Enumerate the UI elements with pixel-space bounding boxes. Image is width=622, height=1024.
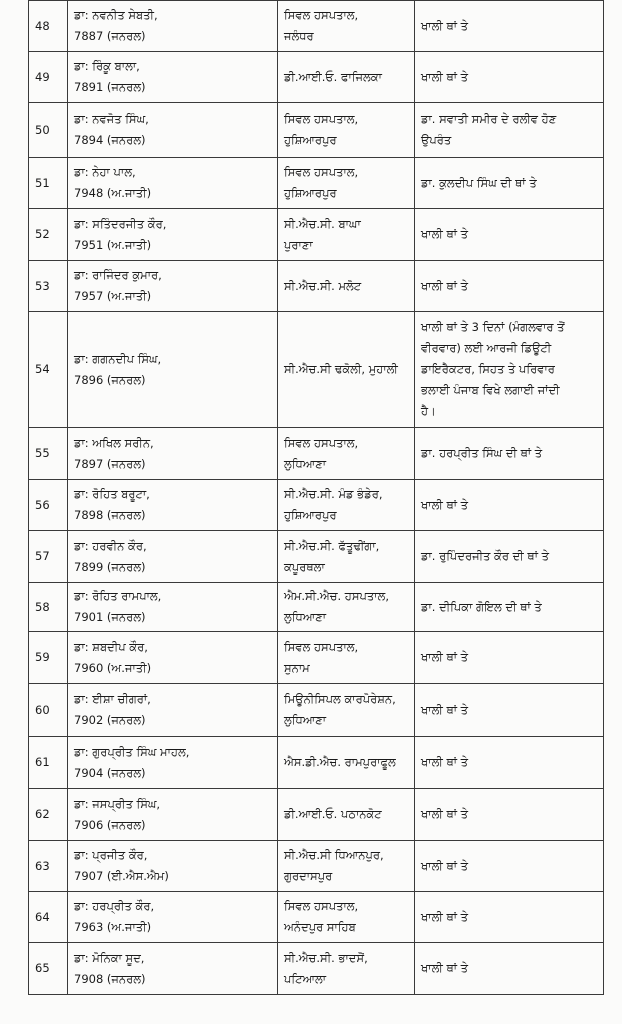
serial-number-cell	[29, 261, 68, 312]
posting-place-line-1: ਸੀ.ਐਚ.ਸੀ. ਮਲੋਟ	[284, 278, 362, 293]
doctor-name-cell	[68, 684, 278, 737]
posting-place-cell	[278, 789, 415, 841]
doctor-code-category: 7891 (ਜਨਰਲ)	[74, 80, 146, 94]
doctor-code-category: 7899 (ਜਨਰਲ)	[74, 559, 146, 574]
serial-number: 60	[35, 702, 50, 717]
table-row	[29, 312, 604, 428]
posting-place-line-1: ਸੀ.ਐਚ.ਸੀ. ਭਾਦਸੋਂ,	[284, 950, 368, 965]
serial-number-cell	[29, 1, 68, 52]
doctor-name: ਡਾ: ਸ਼ਬਦੀਪ ਕੌਰ,	[74, 639, 148, 654]
posting-place-line-2: ਲੁਧਿਆਣਾ	[284, 456, 327, 471]
doctor-name: ਡਾ: ਪ੍ਰਜੀਤ ਕੌਰ,	[74, 848, 148, 862]
doctor-code-category: 7896 (ਜਨਰਲ)	[74, 372, 146, 387]
serial-number-cell	[29, 103, 68, 158]
posting-place-line-1: ਸੀ.ਐਚ.ਸੀ. ਫੱਤੂਢੀਂਗਾ,	[284, 538, 380, 553]
posting-place-cell	[278, 531, 415, 583]
posting-place-line-2: ਹੁਸ਼ਿਆਰਪੁਰ	[284, 508, 337, 522]
remarks-line: ਡਾ. ਹਰਪ੍ਰੀਤ ਸਿੰਘ ਦੀ ਥਾਂ ਤੇ	[421, 446, 543, 460]
remarks-cell	[415, 583, 604, 632]
posting-place-cell	[278, 1, 415, 52]
posting-place-cell	[278, 103, 415, 158]
posting-place-cell	[278, 583, 415, 632]
doctor-name: ਡਾ: ਨਵਨੀਤ ਸੇਬਤੀ,	[74, 8, 158, 22]
doctor-code-category: 7887 (ਜਨਰਲ)	[74, 29, 146, 43]
remarks-line: ਭਲਾਈ ਪੰਜਾਬ ਵਿਖੇ ਲਗਾਈ ਜਾਂਦੀ	[421, 383, 560, 397]
table-row	[29, 531, 604, 583]
doctor-code-category: 7963 (ਅ.ਜਾਤੀ)	[74, 920, 152, 934]
doctor-code-category: 7948 (ਅ.ਜਾਤੀ)	[74, 186, 152, 200]
posting-place-line-1: ਡੀ.ਆਈ.ਓ. ਫਾਜਿਲਕਾ	[284, 69, 382, 84]
doctor-name-cell	[68, 261, 278, 312]
posting-place-line-1: ਸਿਵਲ ਹਸਪਤਾਲ,	[284, 112, 359, 126]
table-row	[29, 841, 604, 892]
posting-place-line-2: ਲੁਧਿਆਣਾ	[284, 610, 327, 624]
doctor-name: ਡਾ: ਜਸਪ੍ਰੀਤ ਸਿੰਘ,	[74, 796, 161, 811]
doctor-name-cell	[68, 737, 278, 789]
remarks-cell	[415, 892, 604, 943]
posting-place-line-2: ਹੁਸ਼ਿਆਰਪੁਰ	[284, 186, 337, 200]
serial-number: 50	[35, 122, 50, 137]
remarks-line: ਡਾ. ਰੁਪਿੰਦਰਜੀਤ ਕੌਰ ਦੀ ਥਾਂ ਤੇ	[421, 549, 549, 563]
serial-number-cell	[29, 209, 68, 261]
posting-place-cell	[278, 209, 415, 261]
table-row	[29, 684, 604, 737]
doctor-code-category: 7897 (ਜਨਰਲ)	[74, 456, 146, 471]
doctor-code-category: 7951 (ਅ.ਜਾਤੀ)	[74, 237, 152, 252]
doctor-name-cell	[68, 531, 278, 583]
table-row	[29, 261, 604, 312]
remarks-line: ਖਾਲੀ ਥਾਂ ਤੇ	[421, 650, 469, 664]
remarks-cell	[415, 158, 604, 209]
doctor-name: ਡਾ: ਨਵਜੋਤ ਸਿੰਘ,	[74, 112, 149, 126]
serial-number: 51	[35, 175, 50, 190]
serial-number-cell	[29, 531, 68, 583]
remarks-line: ਉਪਰੰਤ	[421, 133, 452, 147]
doctor-name-cell	[68, 1, 278, 52]
table-row	[29, 583, 604, 632]
remarks-line: ਡਾ. ਸਵਾਤੀ ਸਮੀਰ ਦੇ ਰਲੀਵ ਹੋਣ	[421, 112, 557, 126]
doctor-name: ਡਾ: ਹਰਪ੍ਰੀਤ ਕੌਰ,	[74, 899, 155, 913]
posting-place-cell	[278, 312, 415, 428]
doctor-name: ਡਾ: ਗਗਨਦੀਪ ਸਿੰਘ,	[74, 351, 162, 366]
doctor-name: ਡਾ: ਹਰਵੀਨ ਕੌਰ,	[74, 538, 147, 553]
posting-place-line-1: ਡੀ.ਆਈ.ਓ. ਪਠਾਨਕੋਟ	[284, 807, 382, 821]
doctor-name: ਡਾ: ਈਸ਼ਾ ਚੀਗਰਾਂ,	[74, 692, 151, 706]
remarks-cell	[415, 312, 604, 428]
remarks-line: ਹੈ।	[421, 404, 436, 418]
doctor-name: ਡਾ: ਨੇਹਾ ਪਾਲ,	[74, 165, 136, 179]
serial-number: 63	[35, 858, 50, 873]
doctor-code-category: 7960 (ਅ.ਜਾਤੀ)	[74, 660, 152, 675]
serial-number: 52	[35, 227, 50, 241]
doctor-name-cell	[68, 52, 278, 103]
postings-table	[28, 0, 604, 995]
doctor-code-category: 7907 (ਈ.ਐਸ.ਐਮ)	[74, 869, 169, 883]
doctor-code-category: 7894 (ਜਨਰਲ)	[74, 133, 146, 147]
posting-place-cell	[278, 684, 415, 737]
serial-number: 65	[35, 961, 50, 975]
serial-number: 61	[35, 755, 50, 769]
doctor-name: ਡਾ: ਰਿੰਕੂ ਬਾਲਾ,	[74, 59, 140, 73]
doctor-name-cell	[68, 428, 278, 480]
posting-place-line-2: ਲੁਧਿਆਣਾ	[284, 713, 327, 727]
serial-number-cell	[29, 480, 68, 531]
remarks-line: ਖਾਲੀ ਥਾਂ ਤੇ 3 ਦਿਨਾਂ (ਮੰਗਲਵਾਰ ਤੋਂ	[421, 320, 565, 334]
serial-number-cell	[29, 841, 68, 892]
remarks-line: ਖਾਲੀ ਥਾਂ ਤੇ	[421, 858, 469, 873]
posting-place-line-1: ਸੀ.ਐਚ.ਸੀ ਢਕੋਲੀ, ਮੁਹਾਲੀ	[284, 362, 398, 376]
remarks-cell	[415, 103, 604, 158]
posting-place-line-2: ਜਲੰਧਰ	[284, 29, 314, 43]
posting-place-line-1: ਸਿਵਲ ਹਸਪਤਾਲ,	[284, 435, 359, 450]
serial-number-cell	[29, 892, 68, 943]
remarks-line: ਖਾਲੀ ਥਾਂ ਤੇ	[421, 961, 469, 975]
remarks-cell	[415, 428, 604, 480]
remarks-cell	[415, 684, 604, 737]
posting-place-line-2: ਸੁਨਾਮ	[284, 660, 310, 675]
remarks-line: ਖਾਲੀ ਥਾਂ ਤੇ	[421, 807, 469, 821]
posting-place-line-2: ਗੁਰਦਾਸਪੁਰ	[284, 869, 333, 883]
doctor-name-cell	[68, 583, 278, 632]
posting-place-line-2: ਕਪੂਰਥਲਾ	[284, 559, 325, 574]
posting-place-line-1: ਸਿਵਲ ਹਸਪਤਾਲ,	[284, 899, 359, 913]
posting-place-line-1: ਸਿਵਲ ਹਸਪਤਾਲ,	[284, 165, 359, 179]
posting-place-cell	[278, 428, 415, 480]
table-row	[29, 632, 604, 684]
posting-place-line-1: ਐਮ.ਸੀ.ਐਚ. ਹਸਪਤਾਲ,	[284, 589, 389, 603]
doctor-code-category: 7906 (ਜਨਰਲ)	[74, 817, 146, 832]
doctor-name-cell	[68, 841, 278, 892]
posting-place-line-2: ਪਟਿਆਲਾ	[284, 971, 327, 986]
posting-place-line-1: ਐਸ.ਡੀ.ਐਚ. ਰਾਮਪੁਰਾਫੂਲ	[284, 755, 396, 769]
remarks-cell	[415, 632, 604, 684]
doctor-name-cell	[68, 312, 278, 428]
serial-number: 55	[35, 446, 50, 460]
remarks-line: ਖਾਲੀ ਥਾਂ ਤੇ	[421, 278, 469, 293]
serial-number-cell	[29, 52, 68, 103]
remarks-line: ਖਾਲੀ ਥਾਂ ਤੇ	[421, 755, 469, 769]
serial-number-cell	[29, 684, 68, 737]
remarks-line: ਵੀਰਵਾਰ) ਲਈ ਆਰਜੀ ਡਿਊਟੀ	[421, 341, 552, 355]
table-row	[29, 1, 604, 52]
postings-table-body	[29, 1, 604, 995]
table-row	[29, 52, 604, 103]
posting-place-cell	[278, 892, 415, 943]
doctor-name: ਡਾ: ਰਾਜਿੰਦਰ ਕੁਮਾਰ,	[74, 268, 162, 282]
doctor-name: ਡਾ: ਮੋਨਿਕਾ ਸੂਦ,	[74, 950, 145, 965]
remarks-cell	[415, 209, 604, 261]
remarks-line: ਖਾਲੀ ਥਾਂ ਤੇ	[421, 497, 469, 512]
posting-place-line-1: ਸਿਵਲ ਹਸਪਤਾਲ,	[284, 639, 359, 654]
posting-place-cell	[278, 480, 415, 531]
remarks-line: ਡਾ. ਦੀਪਿਕਾ ਗੋਇਲ ਦੀ ਥਾਂ ਤੇ	[421, 599, 542, 614]
serial-number-cell	[29, 632, 68, 684]
remarks-line: ਖਾਲੀ ਥਾਂ ਤੇ	[421, 909, 469, 924]
remarks-cell	[415, 1, 604, 52]
table-row	[29, 158, 604, 209]
table-row	[29, 209, 604, 261]
posting-place-line-2: ਹੁਸ਼ਿਆਰਪੁਰ	[284, 133, 337, 147]
doctor-name-cell	[68, 480, 278, 531]
posting-place-cell	[278, 52, 415, 103]
posting-place-line-1: ਮਿਊਨੀਸਿਪਲ ਕਾਰਪੋਰੇਸ਼ਨ,	[284, 692, 396, 706]
remarks-cell	[415, 261, 604, 312]
serial-number: 48	[35, 18, 50, 33]
table-row	[29, 737, 604, 789]
posting-place-line-1: ਸੀ.ਐਚ.ਸੀ. ਮੰਡ ਭੰਡੇਰ,	[284, 487, 383, 501]
serial-number-cell	[29, 789, 68, 841]
doctor-name-cell	[68, 158, 278, 209]
posting-place-line-1: ਸੀ.ਐਚ.ਸੀ. ਬਾਘਾ	[284, 216, 361, 231]
doctor-code-category: 7904 (ਜਨਰਲ)	[74, 765, 146, 780]
remarks-cell	[415, 480, 604, 531]
posting-place-cell	[278, 737, 415, 789]
serial-number-cell	[29, 943, 68, 995]
table-row	[29, 103, 604, 158]
remarks-cell	[415, 52, 604, 103]
posting-place-line-1: ਸਿਵਲ ਹਸਪਤਾਲ,	[284, 8, 359, 22]
doctor-name: ਡਾ: ਰੋਹਿਤ ਬਰੂਟਾ,	[74, 487, 150, 501]
remarks-cell	[415, 737, 604, 789]
serial-number: 56	[35, 497, 50, 512]
table-row	[29, 480, 604, 531]
posting-place-cell	[278, 158, 415, 209]
serial-number: 62	[35, 807, 50, 821]
serial-number: 53	[35, 278, 50, 293]
remarks-cell	[415, 789, 604, 841]
remarks-line: ਖਾਲੀ ਥਾਂ ਤੇ	[421, 227, 469, 241]
doctor-name-cell	[68, 789, 278, 841]
serial-number: 58	[35, 599, 50, 614]
table-row	[29, 943, 604, 995]
doctor-code-category: 7898 (ਜਨਰਲ)	[74, 508, 146, 522]
doctor-name-cell	[68, 943, 278, 995]
posting-place-cell	[278, 943, 415, 995]
doctor-name: ਡਾ: ਗੁਰਪ੍ਰੀਤ ਸਿੰਘ ਮਾਹਲ,	[74, 744, 190, 759]
remarks-line: ਖਾਲੀ ਥਾਂ ਤੇ	[421, 69, 469, 84]
table-row	[29, 892, 604, 943]
doctor-code-category: 7957 (ਅ.ਜਾਤੀ)	[74, 289, 152, 303]
serial-number: 49	[35, 69, 50, 84]
doctor-name-cell	[68, 632, 278, 684]
posting-place-cell	[278, 841, 415, 892]
remarks-cell	[415, 841, 604, 892]
remarks-cell	[415, 943, 604, 995]
posting-place-cell	[278, 261, 415, 312]
remarks-line: ਖਾਲੀ ਥਾਂ ਤੇ	[421, 702, 469, 717]
doctor-code-category: 7908 (ਜਨਰਲ)	[74, 971, 146, 986]
doctor-name: ਡਾ: ਅਖਿਲ ਸਰੀਨ,	[74, 435, 154, 450]
remarks-line: ਖਾਲੀ ਥਾਂ ਤੇ	[421, 18, 469, 33]
remarks-line: ਡਾ. ਕੁਲਦੀਪ ਸਿੰਘ ਦੀ ਥਾਂ ਤੇ	[421, 175, 537, 190]
serial-number-cell	[29, 583, 68, 632]
remarks-cell	[415, 531, 604, 583]
posting-place-cell	[278, 632, 415, 684]
doctor-name-cell	[68, 209, 278, 261]
doctor-name-cell	[68, 892, 278, 943]
posting-place-line-2: ਪੁਰਾਣਾ	[284, 237, 313, 252]
serial-number: 57	[35, 549, 50, 563]
posting-place-line-2: ਅਨੰਦਪੁਰ ਸਾਹਿਬ	[284, 920, 356, 934]
doctor-code-category: 7901 (ਜਨਰਲ)	[74, 610, 146, 624]
serial-number-cell	[29, 312, 68, 428]
doctor-name: ਡਾ: ਸਤਿੰਦਰਜੀਤ ਕੌਰ,	[74, 216, 167, 231]
doctor-name-cell	[68, 103, 278, 158]
doctor-code-category: 7902 (ਜਨਰਲ)	[74, 713, 146, 727]
serial-number-cell	[29, 428, 68, 480]
serial-number-cell	[29, 158, 68, 209]
serial-number: 59	[35, 650, 50, 664]
serial-number-cell	[29, 737, 68, 789]
table-row	[29, 789, 604, 841]
posting-place-line-1: ਸੀ.ਐਚ.ਸੀ ਧਿਆਨਪੁਰ,	[284, 848, 384, 862]
remarks-line: ਡਾਇਰੈਕਟਰ, ਸਿਹਤ ਤੇ ਪਰਿਵਾਰ	[421, 362, 555, 376]
serial-number: 54	[35, 362, 50, 376]
serial-number: 64	[35, 909, 50, 924]
doctor-name: ਡਾ: ਰੋਹਿਤ ਰਾਮਪਾਲ,	[74, 589, 162, 603]
table-row	[29, 428, 604, 480]
